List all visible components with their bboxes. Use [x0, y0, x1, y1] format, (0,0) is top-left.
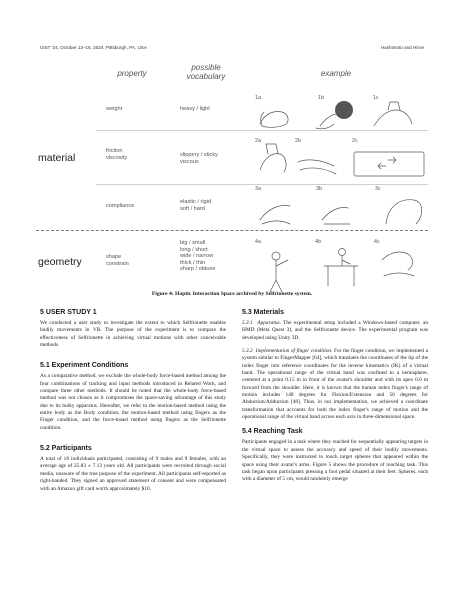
example-tag: 2a — [255, 138, 261, 144]
vocab-shape: big / small long / short wide / narrow thick / thin sharp / obtuse — [180, 240, 216, 273]
vocab-weight: heavy / light — [180, 106, 210, 112]
example-tag: 3b — [316, 186, 322, 192]
property-weight: weight — [106, 106, 123, 112]
example-tag: 3a — [255, 186, 261, 192]
figure-caption: Figure 4: Haptic Interaction Space archived by Selfrionette system. — [151, 291, 313, 297]
paragraph — [242, 320, 428, 342]
subsection-title: Apparatus. — [257, 320, 281, 326]
ball-icon — [335, 101, 353, 119]
running-head-left: UIST '24, October 13–16, 2024, Pittsburgh, PA, USA — [40, 45, 147, 50]
vocab-compliance: elastic / rigid soft / hard — [180, 199, 212, 212]
paragraph-text: The experimental setup included a Windows-based computer, an HMD (Meta Quest 3), and the Selfrionette device. The experimental program was developed using Unity 3D. — [242, 320, 429, 341]
section-5-1-heading: 5.1 Experiment Conditions — [40, 362, 129, 370]
paragraph-text: For the finger condition, we implemented a system similar to FingerMapper [64], which translates the coordinates of the tip of the index finger into reference coordinates for the inverse kinematics (IK) of a virtual hand. The operational range of the virtual hand was confined to a hemisphere, centered at a point 0.15 m in front of the avatar's shoulder and with its apex 0.6 m forward from the shoulder. Here, it is known that the human index finger's range of motion includes 148 degrees for Flexion/Extension and 50 degrees for Abduction/Adduction [48]. Thus, in our implementation, we achieved a coordinate transformation that accounts for both the index finger's range of motion and the operational range of the virtual hand across each axis in three-dimensional space. — [242, 348, 429, 421]
header-vocabulary: possible vocabulary — [186, 63, 226, 81]
group-material: material — [38, 152, 76, 164]
haptic-interaction-figure — [36, 60, 428, 296]
section-5-2-heading: 5.2 Participants — [40, 445, 92, 453]
header-property: property — [117, 69, 147, 78]
example-illustrations — [254, 96, 428, 294]
example-tag: 3c — [375, 186, 381, 192]
running-head-right: Hashimoto and Hiroe — [380, 45, 424, 50]
example-tag: 1b — [318, 95, 324, 101]
subsection-number: 5.3.1 — [242, 320, 253, 326]
right-column — [242, 308, 428, 490]
paragraph: A total of 18 individuals participated, consisting of 9 males and 9 females, with an average age of 25.83 ± 7.13 years old. All participants were recruited through social media, unaware of the true purpose of the experiment. All participants self-reported as right-handed. They signed an approved statement of consent and were compensated with an Amazon gift card worth approximately $10. — [40, 456, 226, 492]
paragraph: Participants engaged in a task where they reached for sequentially appearing targets in the virtual space to assess the accuracy and speed of their bodily movements. Specifically, they were instructed to touch target spheres that appeared within the space using their avatar's arms. Figure 5 shows the procedure of reaching task. This task began upon participants pressing a foot pedal situated at their feet. Spheres, each with a diameter of 5 cm, would randomly emerge — [242, 439, 428, 483]
property-shape: shape constrain — [106, 254, 129, 267]
group-geometry: geometry — [38, 256, 82, 268]
paragraph: As a comparative method, we exclude the whole-body force-based method among the four combinations of tracking and input methods introduced in Related Work, and compare three other methods. It should be noted that the whole-body force-based method was not chosen as it compromises the space-saving advantage of this study due to its bulky apparatus. Hereafter, we refer to the motion-based method using the entire body as the Body condition, the motion-based method using fingers as the Finger condition, and the force-based method using fingers as the Selfrionette condition. — [40, 373, 226, 431]
subsection-title: Implementation of finger condition. — [255, 348, 333, 355]
example-tag: 1c — [373, 95, 379, 101]
subsection-number: 5.3.2 — [242, 348, 253, 355]
property-friction: friction viscosity — [106, 148, 128, 161]
left-column — [40, 308, 226, 499]
example-tag: 2b — [295, 138, 301, 144]
example-tag: 1a — [255, 95, 261, 101]
example-tag: 4b — [315, 239, 321, 245]
example-tag: 4c — [374, 239, 380, 245]
section-5-heading: 5 USER STUDY 1 — [40, 309, 97, 316]
example-tag: 4a — [255, 239, 261, 245]
property-compliance: compliance — [106, 203, 135, 209]
example-tag: 2c — [352, 138, 358, 144]
section-5-3-heading: 5.3 Materials — [242, 309, 285, 316]
header-example: example — [320, 69, 352, 78]
section-5-4-heading: 5.4 Reaching Task — [242, 428, 303, 436]
vocab-friction: slippery / sticky viscous — [180, 152, 218, 165]
paragraph — [242, 348, 428, 421]
paragraph: We conducted a user study to investigate the extent to which Selfrionette enables bodily movements in VR. The purpose of the experiment is to compare the effectiveness of Selfrionette in achieving virtual motions with other conceivable methods. — [40, 320, 226, 349]
